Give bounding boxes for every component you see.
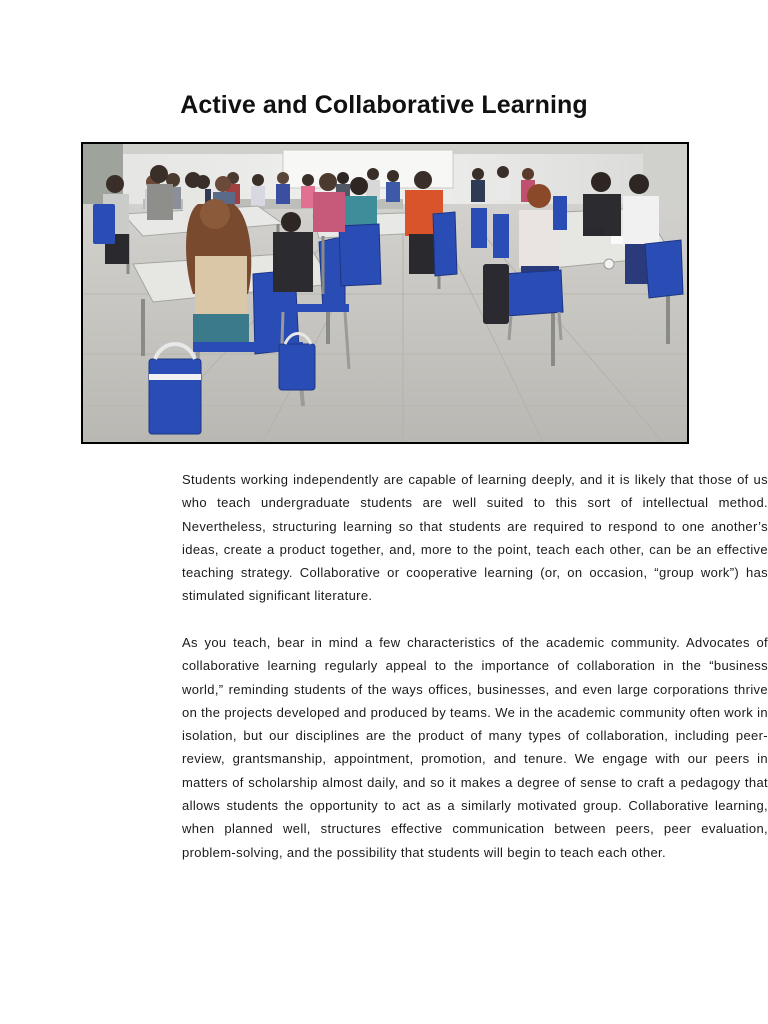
paragraph-2: As you teach, bear in mind a few characteristics of the academic community. Advocates of collaborative learning regularly appeal to the importance of collaboration in the “business world,” reminding students of the ways offices, businesses, and even large corporations thrive on the projects developed and produced by teams. We in the academic community often work in isolation, but our disciplines are the product of many types of collaboration, including peer-review, grantsmanship, appointment, promotion, and tenure. We engage with our peers in matters of scholarship almost daily, and so it makes a degree of sense to craft a pedagogy that allows students the opportunity to act as a similarly motivated group. Collaborative learning, when planned well, structures effective communication between peers, peer evaluation, problem-solving, and the possibility that students will begin to teach each other. <box>182 635 768 860</box>
classroom-photo <box>81 142 689 444</box>
classroom-photo-scene <box>83 144 687 442</box>
page-title: Active and Collaborative Learning <box>180 91 588 119</box>
paragraph-1: Students working independently are capable of learning deeply, and it is likely that those of us who teach undergraduate students are well suited to this sort of intellectual method. Nevertheless, structuring learning so that students are required to respond to one another’s ideas, create a product together, and, more to the point, teach each other, can be an effective teaching strategy. Collaborative or cooperative learning (or, on occasion, “group work”) has stimulated significant literature. <box>182 472 768 604</box>
